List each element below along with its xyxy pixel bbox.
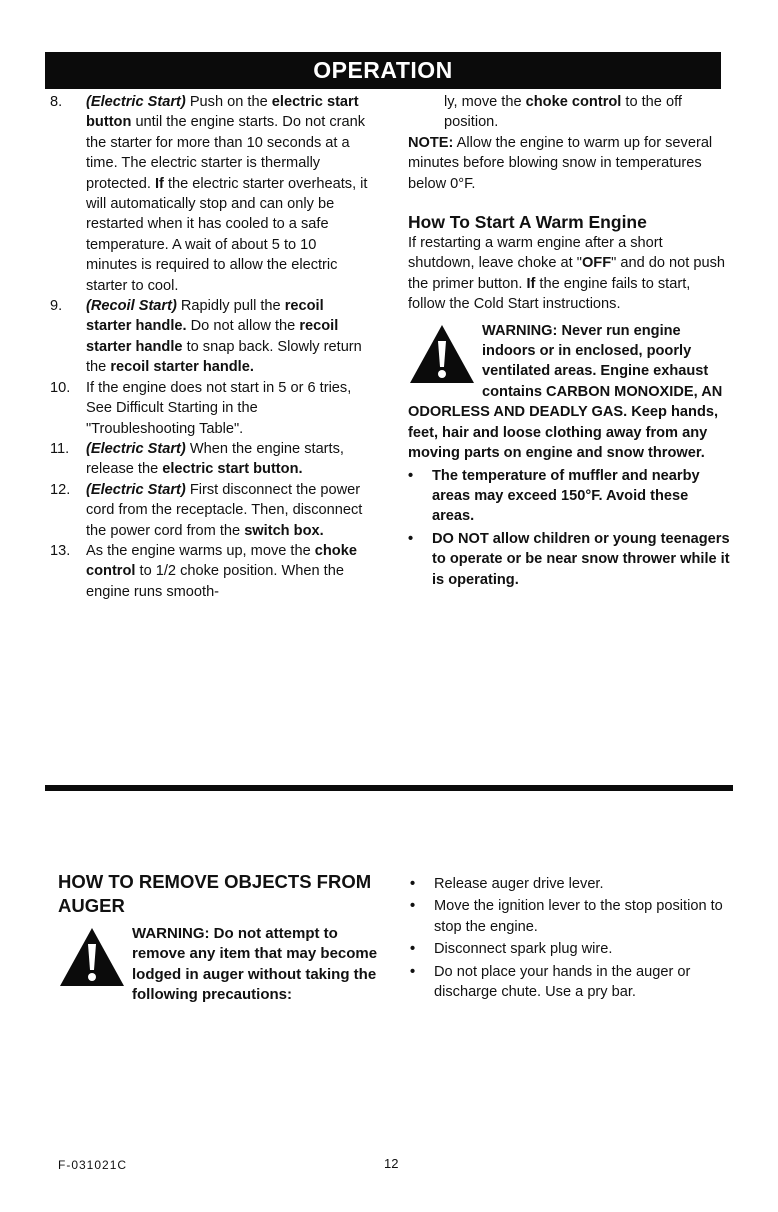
step-text: If the engine does not start in 5 or 6 tries, See Difficult Starting in the "Troubleshooting Table". bbox=[86, 379, 352, 437]
step-number: 11. bbox=[50, 440, 70, 457]
auger-warning bbox=[58, 924, 378, 1006]
note-label: NOTE: bbox=[408, 134, 454, 151]
step-12 bbox=[50, 480, 370, 541]
list-item: • Release auger drive lever. bbox=[410, 876, 604, 892]
note-paragraph bbox=[408, 133, 730, 194]
list-item: • Move the ignition lever to the stop position to stop the engine. bbox=[410, 898, 723, 935]
warning-bullets bbox=[408, 466, 730, 590]
step-text: (Recoil Start) Rapidly pull the recoil starter handle. Do not allow the recoil starter handle to snap back. Slowly return the recoil starter handle. bbox=[86, 298, 362, 376]
list-item: • Disconnect spark plug wire. bbox=[410, 941, 613, 958]
note-text: Allow the engine to warm up for several minutes before blowing snow in temperatures below 0°F. bbox=[408, 134, 713, 192]
carbon-monoxide-warning bbox=[408, 321, 730, 464]
warm-start-heading: How To Start A Warm Engine bbox=[408, 212, 647, 233]
step-text: (Electric Start) When the engine starts, release the electric start button. bbox=[86, 440, 344, 478]
auger-heading: HOW TO REMOVE OBJECTS FROM AUGER bbox=[58, 871, 372, 916]
step-number: 8. bbox=[50, 94, 63, 110]
step-number: 10. bbox=[50, 379, 71, 396]
step-11 bbox=[50, 439, 370, 480]
section-divider bbox=[45, 785, 733, 791]
start-mode-label: (Electric Start) bbox=[86, 481, 186, 498]
step-number: 12. bbox=[50, 481, 71, 498]
start-mode-label: (Electric Start) bbox=[86, 94, 186, 110]
document-code: F-031021C bbox=[58, 1158, 128, 1172]
step-9 bbox=[50, 296, 370, 378]
step-10 bbox=[50, 378, 370, 439]
list-item: • Do not place your hands in the auger or discharge chute. Use a pry bar. bbox=[410, 963, 691, 1001]
warning-triangle-icon bbox=[408, 323, 476, 385]
section-title-banner: OPERATION bbox=[45, 52, 721, 89]
start-mode-label: (Electric Start) bbox=[86, 440, 186, 457]
left-column bbox=[50, 92, 370, 602]
start-mode-label: (Recoil Start) bbox=[86, 298, 177, 315]
step-13-continued: ly, move the choke control to the off position. bbox=[444, 94, 682, 131]
step-text: As the engine warms up, move the choke control to 1/2 choke position. When the engine runs smooth- bbox=[86, 542, 357, 600]
warning-triangle-icon bbox=[58, 926, 126, 988]
step-13 bbox=[50, 541, 370, 602]
auger-warning-text: WARNING: Do not attempt to remove any item that may become lodged in auger without taking the following precautions: bbox=[132, 925, 378, 1004]
right-column bbox=[408, 92, 730, 590]
step-number: 9. bbox=[50, 298, 63, 315]
auger-section-left bbox=[58, 870, 378, 1006]
step-8 bbox=[50, 92, 370, 296]
step-text: (Electric Start) First disconnect the power cord from the receptacle. Then, disconnect the power cord from the switch box. bbox=[86, 481, 363, 539]
auger-precautions-list bbox=[410, 872, 730, 1002]
warning-text: WARNING: Never run engine indoors or in enclosed, poorly ventilated areas. Engine exhaust contains CARBON MONOXIDE, AN ODORLESS AND DEADLY GAS. Keep hands, feet, hair and loose clothing away from any moving parts on engine and snow thrower. bbox=[408, 322, 723, 462]
step-text: (Electric Start) Push on the electric start button until the engine starts. Do not crank the starter for more than 10 seconds at a time. The electric starter is thermally protected. If the electric starter overheats, it will automatically stop and can only be restarted when it has cooled to a safe temperature. A wait of about 5 to 10 minutes is required to allow the electric starter to cool. bbox=[86, 94, 368, 294]
page-number: 12 bbox=[384, 1156, 399, 1171]
list-item: • DO NOT allow children or young teenagers to operate or be near snow thrower while it is operating. bbox=[408, 530, 730, 588]
step-number: 13. bbox=[50, 542, 71, 559]
warm-start-paragraph: If restarting a warm engine after a short shutdown, leave choke at "OFF" and do not push the primer button. If the engine fails to start, follow the Cold Start instructions. bbox=[408, 235, 726, 313]
list-item: • The temperature of muffler and nearby areas may exceed 150°F. Avoid these areas. bbox=[408, 467, 700, 525]
